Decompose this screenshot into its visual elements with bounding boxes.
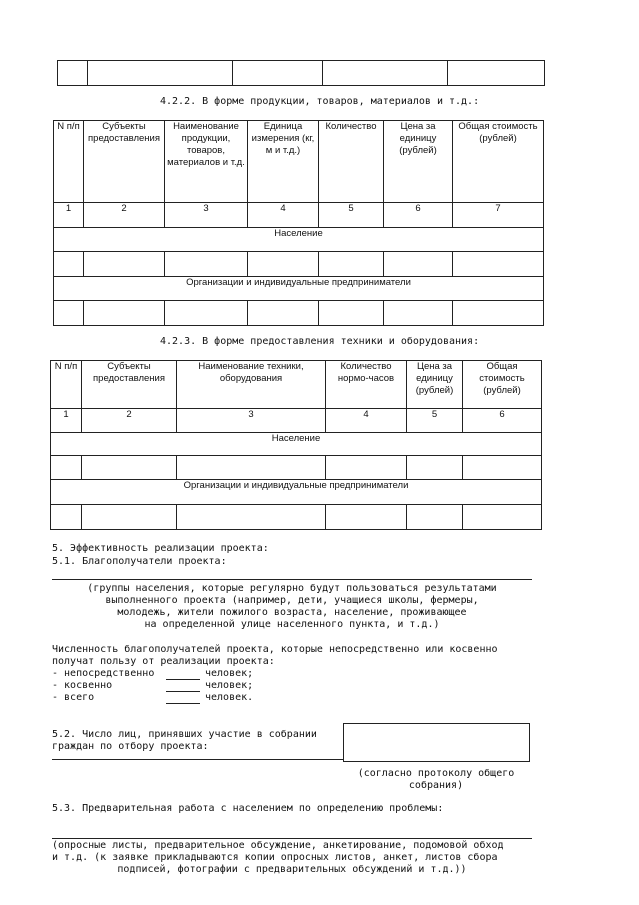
column-number: 5 bbox=[407, 409, 463, 433]
participants-count-box[interactable] bbox=[343, 723, 530, 762]
table-cell bbox=[384, 301, 453, 326]
section-5-1-title: 5.1. Благополучатели проекта: bbox=[52, 556, 227, 567]
table-cell bbox=[54, 252, 84, 277]
table-cell bbox=[323, 61, 448, 86]
indirect-unit: человек; bbox=[205, 680, 254, 691]
table-cell bbox=[54, 301, 84, 326]
beneficiaries-note-4: на определенной улице населенного пункта, и т.д.) bbox=[144, 619, 440, 630]
header-cell: N п/п bbox=[51, 361, 82, 409]
header-cell: Количество нормо-часов bbox=[326, 361, 407, 409]
total-label: - всего bbox=[52, 692, 95, 703]
table-cell bbox=[233, 61, 323, 86]
table-cell bbox=[248, 252, 319, 277]
section-5-2-line1: 5.2. Число лиц, принявших участие в собрании bbox=[52, 729, 317, 740]
protocol-note-2: собрания) bbox=[408, 780, 464, 791]
column-number: 7 bbox=[453, 203, 544, 228]
column-number: 1 bbox=[54, 203, 84, 228]
total-field[interactable] bbox=[166, 703, 200, 704]
table-cell bbox=[463, 456, 542, 480]
header-cell: Единица измерения (кг, м и т.д.) bbox=[248, 121, 319, 203]
equipment-table bbox=[50, 360, 542, 530]
prev-table-row bbox=[57, 60, 545, 86]
column-number: 3 bbox=[177, 409, 326, 433]
column-number: 2 bbox=[82, 409, 177, 433]
protocol-note-1: (согласно протоколу общего bbox=[357, 768, 515, 779]
table-cell bbox=[177, 456, 326, 480]
group-row-population: Население bbox=[54, 228, 544, 252]
column-number: 4 bbox=[248, 203, 319, 228]
header-cell: Наименование продукции, товаров, материалов и т.д. bbox=[165, 121, 248, 203]
section-5-2-underline bbox=[52, 759, 344, 760]
section-4-2-3-title: 4.2.3. В форме предоставления техники и оборудования: bbox=[160, 336, 480, 347]
header-cell: N п/п bbox=[54, 121, 84, 203]
count-text-1: Численность благополучателей проекта, которые непосредственно или косвенно bbox=[52, 644, 498, 655]
column-number: 1 bbox=[51, 409, 82, 433]
count-text-2: получат пользу от реализации проекта: bbox=[52, 656, 275, 667]
survey-note-3: подписей, фотографии с предварительных обсуждений и т.д.)) bbox=[117, 864, 467, 875]
table-cell bbox=[82, 456, 177, 480]
direct-label: - непосредственно bbox=[52, 668, 155, 679]
table-cell bbox=[326, 505, 407, 530]
table-cell bbox=[58, 61, 88, 86]
table-cell bbox=[84, 252, 165, 277]
column-number: 2 bbox=[84, 203, 165, 228]
table-cell bbox=[51, 456, 82, 480]
header-cell: Наименование техники, оборудования bbox=[177, 361, 326, 409]
survey-note-1: (опросные листы, предварительное обсуждение, анкетирование, подомовой обход bbox=[52, 840, 504, 851]
table-cell bbox=[177, 505, 326, 530]
header-cell: Цена за единицу (рублей) bbox=[407, 361, 463, 409]
group-row-organizations: Организации и индивидуальные предприниматели bbox=[51, 480, 542, 505]
table-cell bbox=[84, 301, 165, 326]
section-5-3-line[interactable] bbox=[52, 838, 532, 839]
direct-field[interactable] bbox=[166, 679, 200, 680]
header-cell: Субъекты предоставления bbox=[84, 121, 165, 203]
indirect-label: - косвенно bbox=[52, 680, 113, 691]
beneficiaries-note-3: молодежь, жители пожилого возраста, население, проживающее bbox=[117, 607, 467, 618]
header-cell: Общая стоимость (рублей) bbox=[453, 121, 544, 203]
table-cell bbox=[453, 252, 544, 277]
header-cell: Количество bbox=[319, 121, 384, 203]
column-number: 6 bbox=[384, 203, 453, 228]
indirect-field[interactable] bbox=[166, 691, 200, 692]
column-number: 4 bbox=[326, 409, 407, 433]
survey-note-2: и т.д. (к заявке прикладываются копии опросных листов, анкет, листов сбора bbox=[52, 852, 498, 863]
section-5-2-line2: граждан по отбору проекта: bbox=[52, 741, 209, 752]
table-cell bbox=[248, 301, 319, 326]
column-number: 5 bbox=[319, 203, 384, 228]
direct-unit: человек; bbox=[205, 668, 254, 679]
header-cell: Цена за единицу (рублей) bbox=[384, 121, 453, 203]
table-cell bbox=[82, 505, 177, 530]
beneficiaries-note-2: выполненного проекта (например, дети, учащиеся школы, фермеры, bbox=[105, 595, 479, 606]
header-cell: Субъекты предоставления bbox=[82, 361, 177, 409]
table-cell bbox=[453, 301, 544, 326]
header-cell: Общая стоимость (рублей) bbox=[463, 361, 542, 409]
beneficiaries-line bbox=[52, 579, 532, 580]
group-row-organizations: Организации и индивидуальные предприниматели bbox=[54, 277, 544, 301]
column-number: 3 bbox=[165, 203, 248, 228]
table-cell bbox=[384, 252, 453, 277]
table-cell bbox=[165, 252, 248, 277]
total-unit: человек. bbox=[205, 692, 254, 703]
table-cell bbox=[407, 505, 463, 530]
table-cell bbox=[463, 505, 542, 530]
table-cell bbox=[407, 456, 463, 480]
table-cell bbox=[51, 505, 82, 530]
table-cell bbox=[319, 301, 384, 326]
section-5-3-title: 5.3. Предварительная работа с населением по определению проблемы: bbox=[52, 803, 444, 814]
column-number: 6 bbox=[463, 409, 542, 433]
table-cell bbox=[88, 61, 233, 86]
products-table bbox=[53, 120, 544, 326]
section-4-2-2-title: 4.2.2. В форме продукции, товаров, материалов и т.д.: bbox=[160, 96, 480, 107]
table-cell bbox=[326, 456, 407, 480]
table-cell bbox=[448, 61, 545, 86]
group-row-population: Население bbox=[51, 433, 542, 456]
table-cell bbox=[165, 301, 248, 326]
beneficiaries-note-1: (группы населения, которые регулярно будут пользоваться результатами bbox=[87, 583, 497, 594]
table-cell bbox=[319, 252, 384, 277]
section-5-title: 5. Эффективность реализации проекта: bbox=[52, 543, 269, 554]
